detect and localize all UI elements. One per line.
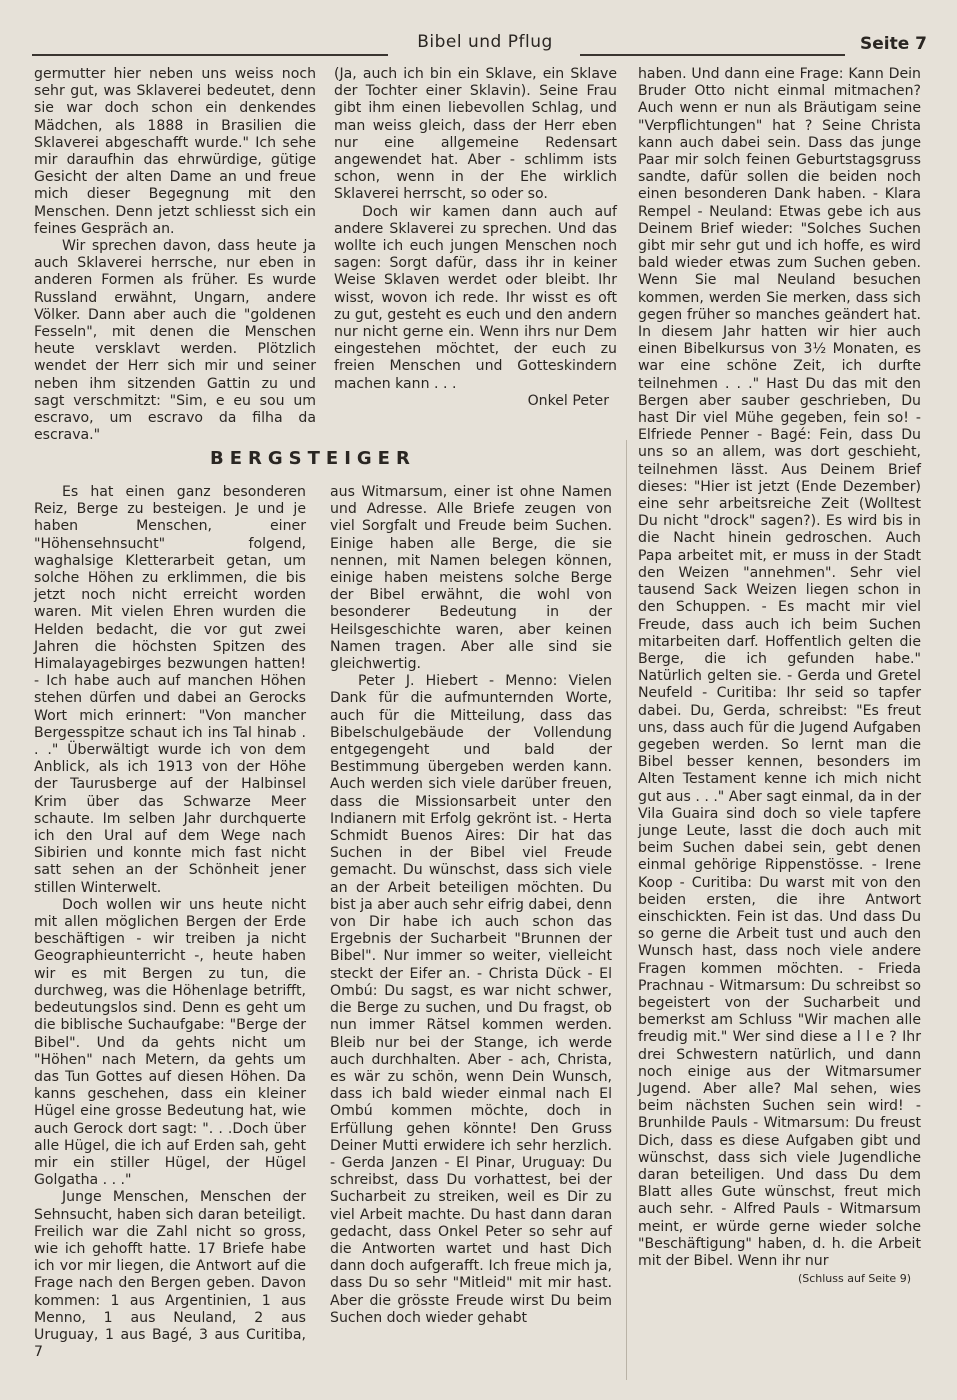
continuation-note: (Schluss auf Seite 9)	[797, 1272, 911, 1286]
article1-column-1	[34, 66, 316, 444]
paragraph: Peter J. Hiebert - Menno: Vielen Dank für die aufmunternden Worte, auch für die Mitteilung, dass das Bibelschulgebäude der Vollendung entgegengeht und bald der Bestimmung übergeben werden kann. Auch werden sich viele darüber freuen, dass die Missionsarbeit unter den Indianern mit Erfolg gekrönt ist. - Herta Schmidt Buenos Aires: Dir hat das Suchen in der Bibel viel Freude gemacht. Du wünschst, dass sich viele an der Arbeit beteiligen möchten. Du bist ja aber auch sehr eifrig dabei, denn von Dir habe ich auch schon das Ergebnis der Sucharbeit "Brunnen der Bibel". Nur immer so weiter, vielleicht steckt der Eifer an. - Christa Dück - El Ombú: Du sagst, es war nicht schwer, die Berge zu suchen, und Du fragst, ob nun immer Rätsel kommen werden. Bleib nur bei der Stange, ich werde auch durchhalten. Aber - ach, Christa, es wär zu schön, wenn Dein Wunsch, dass ich bald wieder einmal nach El Ombú kommen möchte, doch in Erfüllung gehen könnte! Den Gruss Deiner Mutti erwidere ich sehr herzlich. - Gerda Janzen - El Pinar, Uruguay: Du schreibst, dass Du vorhattest, bei der Sucharbeit zu streiken, weil es Dir zu viel Arbeit machte. Du hast dann daran gedacht, dass Onkel Peter so sehr auf die Antworten wartet und hast Dich dann doch aufgerafft. Ich freue mich ja, dass Du so sehr "Mitleid" mit mir hast. Aber die grösste Freude wirst Du beim Suchen doch wieder gehabt	[330, 673, 612, 1326]
section-title: BERGSTEIGER	[210, 448, 416, 469]
paragraph: germutter hier neben uns weiss noch sehr gut, was Sklaverei bedeutet, denn sie war doch schon ein denkendes Mädchen, als 1888 in Brasilien die Sklaverei abgeschafft wurde." Ich sehe mir daraufhin das ehrwürdige, gütige Gesicht der alten Dame an und freue mich dieser Begegnung mit den Menschen. Denn jetzt schliesst sich ein feines Gespräch an.	[34, 66, 316, 237]
header-rule-right	[580, 54, 845, 56]
signature: Onkel Peter	[527, 392, 609, 409]
page-header	[30, 30, 927, 64]
paragraph: Junge Menschen, Menschen der Sehnsucht, haben sich daran beteiligt. Freilich war die Zahl nicht so gross, wie ich gehofft hatte. 17 Briefe habe ich vor mir liegen, die Antwort auf die Frage nach den Bergen geben. Davon kommen: 1 aus Argentinien, 1 aus Menno, 1 aus Neuland, 2 aus Uruguay, 1 aus Bagé, 3 aus Curitiba, 7	[34, 1189, 306, 1361]
article2-column-2	[330, 484, 612, 1374]
column-divider	[626, 440, 627, 1380]
paragraph: Doch wollen wir uns heute nicht mit allen möglichen Bergen der Erde beschäftigen - wir treiben ja nicht Geographieunterricht -, heute haben wir es mit Bergen zu tun, die durchweg, was die Höhenlage betrifft, bedeutungslos sind. Denn es geht um die biblische Suchaufgabe: "Berge der Bibel". Und da gehts nicht um "Höhen" nach Metern, da gehts um das Tun Gottes auf diesen Höhen. Da kanns geschehen, dass ein kleiner Hügel eine grosse Bedeutung hat, wie auch Gerock dort sagt: ". . .Doch über alle Hügel, die ich auf Erden sah, geht mir ein stiller Hügel, der Hügel Golgatha . . ."	[34, 896, 306, 1189]
article1-column-2	[334, 66, 617, 428]
paragraph: haben. Und dann eine Frage: Kann Dein Bruder Otto nicht einmal mitmachen? Auch wenn er nun als Bräutigam seine "Verpflichtungen" hat ? Seine Christa kann auch dabei sein. Dass das junge Paar mir solch feinen Geburtstagsgruss sandte, dafür sollen die beiden noch einen besonderen Dank haben. - Klara Rempel - Neuland: Etwas gebe ich aus Deinem Brief wieder: "Solches Suchen gibt mir sehr gut und ich hoffe, es wird bald wieder etwas zum Suchen geben. Wenn Sie mal Neuland besuchen kommen, werden Sie merken, dass sich gegen früher so manches geändert hat. In diesem Jahr hatten wir hier auch einen Bibelkursus von 3½ Monaten, es war eine schöne Zeit, ich durfte teilnehmen . . ." Hast Du das mit den Bergen aber sauber geschrieben, Du hast Dir viel Mühe gegeben, fein so! - Elfriede Penner - Bagé: Fein, dass Du uns so an allem, was dort geschieht, teilnehmen lässt. Aus Deinem Brief dieses: "Hier ist jetzt (Ende Dezember) eine sehr arbeitsreiche Zeit (Wolltest Du nicht "drock" sagen?). Es wird bis in die Nacht hinein gedroschen. Auch Papa arbeitet mit, er muss in der Stadt den Weizen "annehmen". Sehr viel tausend Sack Weizen liegen schon in den Schuppen. - Es macht mir viel Freude, dass auch ich beim Suchen mitarbeiten darf. Hoffentlich gelten die Berge, die ich gefunden habe." Natürlich gelten sie. - Gerda und Gretel Neufeld - Curitiba: Ihr seid so tapfer dabei. Du, Gerda, schreibst: "Es freut uns, dass auch für die Jugend Aufgaben gegeben werden. So lernt man die Bibel besser kennen, besonders im Alten Testament kenne ich mich nicht gut aus . . ." Aber sagt einmal, da in der Vila Guaira sind doch so viele tapfere junge Leute, lasst die doch auch mit beim Suchen dabei sein, gebt denen einmal gehörige Rippenstösse. - Irene Koop - Curitiba: Du warst mit von den beiden ersten, die ihre Antwort einschickten. Fein ist das. Und dass Du so gerne die Arbeit tust und auch den Wunsch hast, dass noch viele andere Fragen kommen möchten. - Frieda Prachnau - Witmarsum: Du schreibst so begeistert von der Sucharbeit und bemerkst am Schluss "Wir machen alle freudig mit." Wer sind diese a l l e ? Ihr drei Schwestern natürlich, und dann noch einige aus der Witmarsumer Jugend. Aber alle? Mal sehen, wies beim nächsten Suchen sein wird! - Brunhilde Pauls - Witmarsum: Du freust Dich, dass es diese Aufgaben gibt und wünschst, dass sich viele Jugendliche daran beteiligen. Und dass Du dem Blatt alles Gute wünschst, freut mich auch sehr. - Alfred Pauls - Witmarsum meint, er würde gerne wieder solche "Beschäftigung" haben, d. h. die Arbeit mit der Bibel. Wenn ihr nur	[638, 66, 921, 1270]
header-rule-left	[32, 54, 388, 56]
publication-title: Bibel und Pflug	[417, 32, 553, 52]
paragraph: (Ja, auch ich bin ein Sklave, ein Sklave der Tochter einer Sklavin). Seine Frau gibt ihm einen liebevollen Schlag, und man weiss gleich, dass der Herr eben nur eine allgemeine Redensart angewendet hat. Aber - schlimm ists schon, wenn in der Ehe wirklich Sklaverei herrscht, so oder so.	[334, 66, 617, 203]
page-number: Seite 7	[859, 34, 927, 54]
paragraph: Wir sprechen davon, dass heute ja auch Sklaverei herrsche, nur eben in anderen Formen als früher. Es wurde Russland erwähnt, Ungarn, andere Völker. Dann aber auch die "goldenen Fesseln", mit denen die Menschen heute versklavt werden. Plötzlich wendet der Herr sich mir und seiner neben ihm sitzenden Gattin zu und sagt verschmitzt: "Sim, e eu sou um escravo, um escravo da filha da escrava."	[34, 238, 316, 444]
paragraph: aus Witmarsum, einer ist ohne Namen und Adresse. Alle Briefe zeugen von viel Sorgfalt und Freude beim Suchen. Einige haben alle Berge, die sie nennen, mit Namen belegen können, einige haben meistens solche Berge der Bibel erwähnt, die wohl von besonderer Bedeutung in der Heilsgeschichte waren, aber keinen Namen tragen. Aber alle sind sie gleichwertig.	[330, 484, 612, 673]
paragraph: Es hat einen ganz besonderen Reiz, Berge zu besteigen. Je und je haben Menschen, einer "Höhensehnsucht" folgend, waghalsige Kletterarbeit getan, um solche Höhen zu erklimmen, die bis jetzt noch nicht erreicht worden waren. Mit vielen Ehren wurden die Helden bedacht, die vor gut zwei Jahren die höchsten Spitzen des Himalayagebirges bezwungen hatten! - Ich habe auch auf manchen Höhen stehen dürfen und dabei an Gerocks Wort mich erinnert: "Von mancher Bergesspitze schaut ich ins Tal hinab . . ." Überwältigt wurde ich von dem Anblick, als ich 1913 von der Höhe der Taurusberge auf der Halbinsel Krim über das Schwarze Meer schaute. Im selben Jahr durchquerte ich den Ural auf dem Wege nach Sibirien und konnte mich fast nicht satt sehen an der Schönheit jener stillen Winterwelt.	[34, 484, 306, 896]
paragraph: Doch wir kamen dann auch auf andere Sklaverei zu sprechen. Und das wollte ich euch jungen Menschen noch sagen: Sorgt dafür, dass ihr in keiner Weise Sklaven werdet oder bleibt. Ihr wisst, wovon ich rede. Ihr wisst es oft zu gut, gesteht es euch und den andern nur nicht gerne ein. Wenn ihrs nur Dem eingestehen möchtet, der euch zu freien Menschen und Gotteskindern machen kann . . .	[334, 203, 617, 392]
article2-column-1	[34, 484, 306, 1374]
article2-column-3	[638, 66, 921, 1378]
